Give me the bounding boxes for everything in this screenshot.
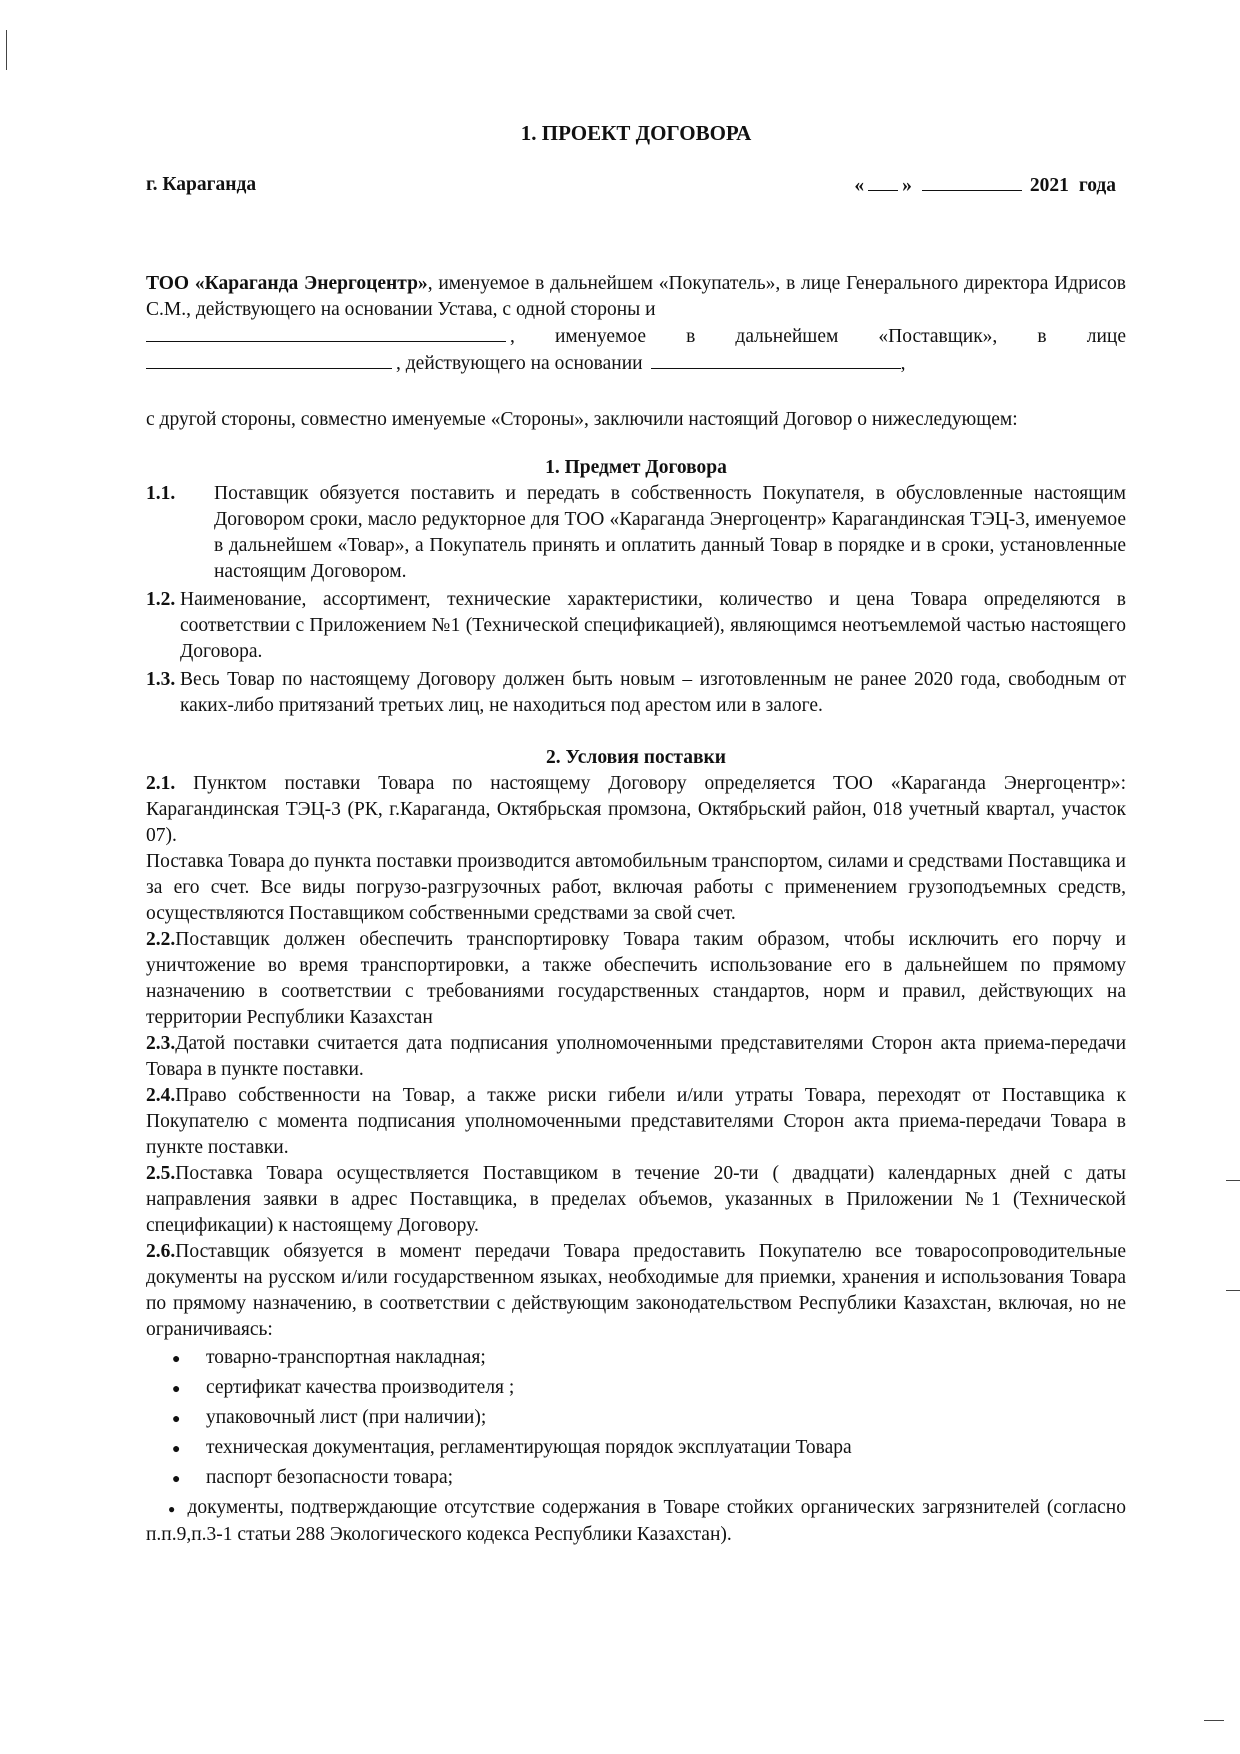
header-row	[146, 172, 1126, 199]
list-item-text: документы, подтверждающие отсутствие содержания в Товаре стойких органических загрязнителей (согласно п.п.9,п.3-1 статьи 288 Экологического кодекса Республики Казахстан).	[146, 1497, 1126, 1545]
bullet-icon: ●	[168, 1502, 178, 1516]
list-item-text: товарно-транспортная накладная;	[206, 1347, 486, 1368]
bullet-icon: ●	[172, 1442, 181, 1457]
preamble-part1: , именуемое в дальнейшем «Покупатель», в лице Генерального директора Идрисов С.М., действующего на основании Устава, с одной стороны и	[146, 273, 1126, 320]
clause-number: 2.2.	[146, 929, 176, 950]
supplier-name-blank	[146, 323, 506, 342]
bullet-icon: ●	[172, 1352, 181, 1367]
margin-mark-left	[6, 30, 7, 70]
clause-1-1	[146, 481, 1126, 585]
representative-blank	[146, 350, 392, 369]
clause-2-6	[146, 1239, 1126, 1343]
bullet-icon: ●	[172, 1472, 181, 1487]
basis-blank	[651, 350, 901, 369]
list-item	[146, 1435, 1126, 1463]
clause-number: 2.5.	[146, 1163, 176, 1184]
preamble	[146, 271, 1126, 377]
margin-mark-right-2	[1226, 1290, 1240, 1291]
preamble-line-supplier	[146, 323, 1126, 350]
list-item-text: техническая документация, регламентирующая порядок эксплуатации Товара	[206, 1437, 852, 1458]
date-quote-open: «	[854, 175, 865, 196]
year: 2021	[1029, 175, 1069, 196]
clause-text: Датой поставки считается дата подписания уполномоченными представителями Сторон акта приема-передачи Товара в пункте поставки.	[146, 1033, 1126, 1080]
list-item	[146, 1345, 1126, 1373]
year-suffix: года	[1078, 175, 1116, 196]
clause-number: 1.1.	[146, 483, 176, 504]
preamble-line-representative	[146, 350, 1126, 377]
day-blank	[868, 172, 898, 191]
month-blank	[922, 172, 1022, 191]
preamble-part2: , именуемое в дальнейшем «Поставщик», в лице	[510, 326, 1126, 347]
clause-text: Поставщик обязуется в момент передачи Товара предоставить Покупателю все товаросопроводительные документы на русском и/или государственном языках, необходимые для приемки, хранения и использования Товара по прямому назначению, в соответствии с действующим законодательством Республики Казахстан, включая, но не ограничиваясь:	[146, 1241, 1126, 1340]
margin-mark-right-3	[1204, 1720, 1224, 1721]
clause-text: Весь Товар по настоящему Договору должен быть новым – изготовленным не ранее 2020 года, свободным от каких-либо притязаний третьих лиц, не находиться под арестом или в залоге.	[180, 669, 1126, 716]
document-body	[146, 120, 1126, 1548]
bullet-icon: ●	[172, 1382, 181, 1397]
clause-number: 2.1.	[146, 773, 176, 794]
city: г. Караганда	[146, 174, 257, 195]
list-item-text: сертификат качества производителя ;	[206, 1377, 515, 1398]
date-quote-close: »	[902, 175, 912, 196]
preamble-part3-end: ,	[900, 353, 906, 374]
party1-name: ТОО «Караганда Энергоцентр»	[146, 273, 428, 294]
list-item	[146, 1405, 1126, 1433]
bullet-icon: ●	[172, 1412, 181, 1427]
preamble-party1	[146, 271, 1126, 323]
clause-number: 2.4.	[146, 1085, 176, 1106]
clause-2-1	[146, 771, 1126, 849]
clause-2-5	[146, 1161, 1126, 1239]
last-document-item	[146, 1495, 1126, 1548]
margin-mark-right-1	[1226, 1180, 1240, 1181]
contract-date	[854, 172, 1126, 199]
clause-number: 2.6.	[146, 1241, 176, 1262]
list-item	[146, 1375, 1126, 1403]
list-item	[146, 1465, 1126, 1493]
clause-text: Наименование, ассортимент, технические характеристики, количество и цена Товара определяются в соответствии с Приложением №1 (Технической спецификацией), являющимся неотъемлемой частью настоящего Договора.	[180, 589, 1126, 662]
list-item-text: упаковочный лист (при наличии);	[206, 1407, 487, 1428]
clause-number: 1.2.	[146, 589, 176, 610]
clause-2-2	[146, 927, 1126, 1031]
clause-2-1-delivery: Поставка Товара до пункта поставки производится автомобильным транспортом, силами и средствами Поставщика и за его счет. Все виды погрузо-разгрузочных работ, включая работы с применением грузоподъемных средств, осуществляются Поставщиком собственными средствами за свой счет.	[146, 851, 1126, 924]
section1-heading: 1. Предмет Договора	[545, 457, 727, 478]
clause-text: Поставщик должен обеспечить транспортировку Товара таким образом, чтобы исключить его порчу и уничтожение во время транспортировки, а также обеспечить использование его в дальнейшем по прямому назначению в соответствии с требованиями государственных стандартов, норм и правил, действующих на территории Республики Казахстан	[146, 929, 1126, 1028]
clause-number: 1.3.	[146, 669, 176, 690]
clause-2-3	[146, 1031, 1126, 1083]
page-title: 1. ПРОЕКТ ДОГОВОРА	[520, 121, 752, 145]
documents-list	[146, 1345, 1126, 1493]
preamble-parties: с другой стороны, совместно именуемые «Стороны», заключили настоящий Договор о нижеследующем:	[146, 409, 1018, 430]
preamble-part3: , действующего на основании	[396, 353, 643, 374]
clause-text: Право собственности на Товар, а также риски гибели и/или утраты Товара, переходят от Поставщика к Покупателю с момента подписания уполномоченными представителями Сторон акта приема-передачи Товара в пункте поставки.	[146, 1085, 1126, 1158]
clause-1-2	[146, 587, 1126, 665]
clause-2-4	[146, 1083, 1126, 1161]
clause-number: 2.3.	[146, 1033, 176, 1054]
clause-1-3	[146, 667, 1126, 719]
clause-text: Поставка Товара осуществляется Поставщиком в течение 20-ти ( двадцати) календарных дней с даты направления заявки в адрес Поставщика, в пределах объемов, указанных в Приложении №1 (Технической спецификации) к настоящему Договору.	[146, 1163, 1126, 1236]
section2-heading: 2. Условия поставки	[546, 747, 726, 768]
list-item-text: паспорт безопасности товара;	[206, 1467, 454, 1488]
clause-text: Поставщик обязуется поставить и передать в собственность Покупателя, в обусловленные настоящим Договором сроки, масло редукторное для ТОО «Караганда Энергоцентр» Карагандинская ТЭЦ-3, именуемое в дальнейшем «Товар», а Покупатель принять и оплатить данный Товар в порядке и в сроки, установленные настоящим Договором.	[214, 483, 1126, 582]
clause-text: Пунктом поставки Товара по настоящему Договору определяется ТОО «Караганда Энергоцентр»: Карагандинская ТЭЦ-3 (РК, г.Караганда, Октябрьская промзона, Октябрьский район, 018 учетный квартал, участок 07).	[146, 773, 1126, 846]
